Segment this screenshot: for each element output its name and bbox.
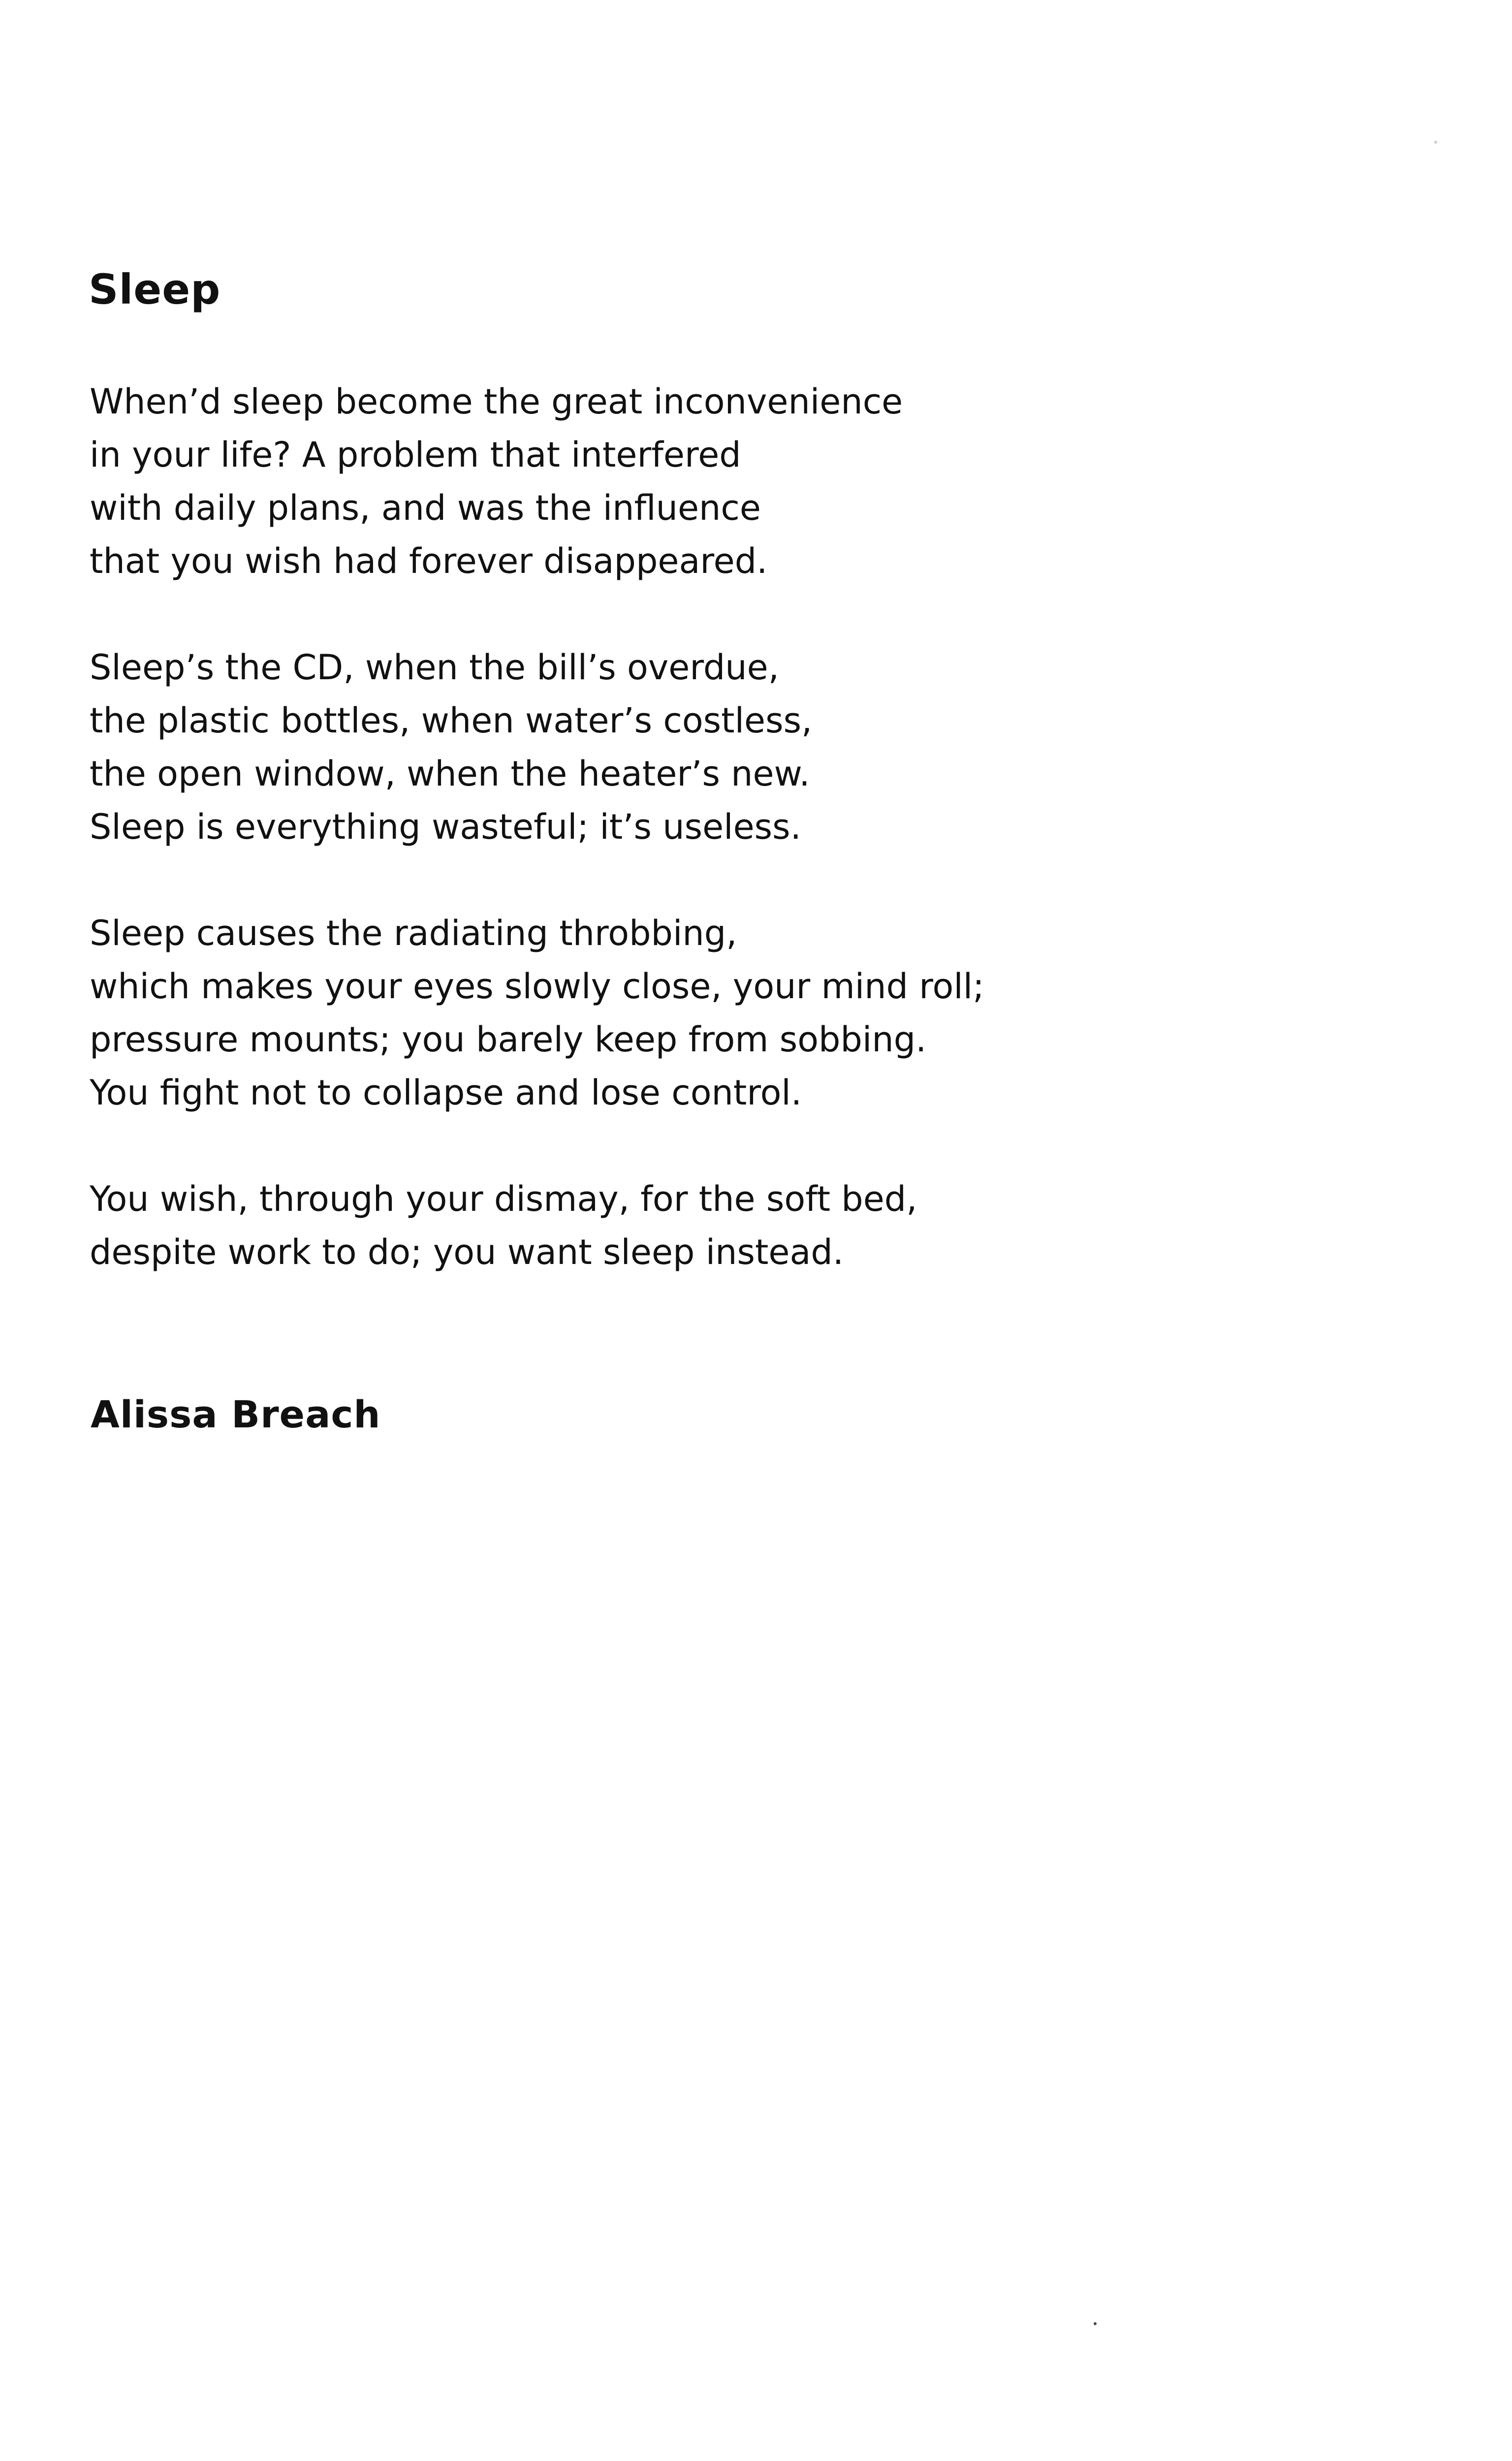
poem-line: despite work to do; you want sleep instead. — [90, 1232, 844, 1272]
poem-line: When’d sleep become the great inconvenience — [90, 381, 903, 422]
stanza-3 — [90, 907, 1222, 1119]
poem-line: Sleep causes the radiating throbbing, — [90, 913, 737, 953]
poem-body — [90, 375, 1222, 1332]
poem-line: pressure mounts; you barely keep from sobbing. — [90, 1019, 927, 1060]
poem-line: Sleep’s the CD, when the bill’s overdue, — [90, 647, 779, 688]
stanza-4 — [90, 1172, 1222, 1279]
poem-title: Sleep — [89, 265, 221, 314]
poem-author: Alissa Breach — [91, 1392, 381, 1436]
poem-line: in your life? A problem that interfered — [90, 435, 741, 475]
poem-line: that you wish had forever disappeared. — [90, 541, 768, 581]
poem-line: the open window, when the heater’s new. — [90, 754, 810, 794]
poem-line: You wish, through your dismay, for the soft bed, — [90, 1179, 917, 1219]
poem-line: Sleep is everything wasteful; it’s useless. — [90, 807, 801, 847]
poem-line: with daily plans, and was the influence — [90, 488, 761, 528]
stanza-1 — [90, 375, 1222, 588]
poem-line: You fight not to collapse and lose control. — [90, 1073, 802, 1113]
scan-speck — [1434, 141, 1437, 144]
poem-line: which makes your eyes slowly close, your mind roll; — [90, 966, 984, 1007]
stanza-2 — [90, 641, 1222, 853]
scan-speck — [1094, 2322, 1097, 2325]
poem-line: the plastic bottles, when water’s costless, — [90, 700, 813, 741]
